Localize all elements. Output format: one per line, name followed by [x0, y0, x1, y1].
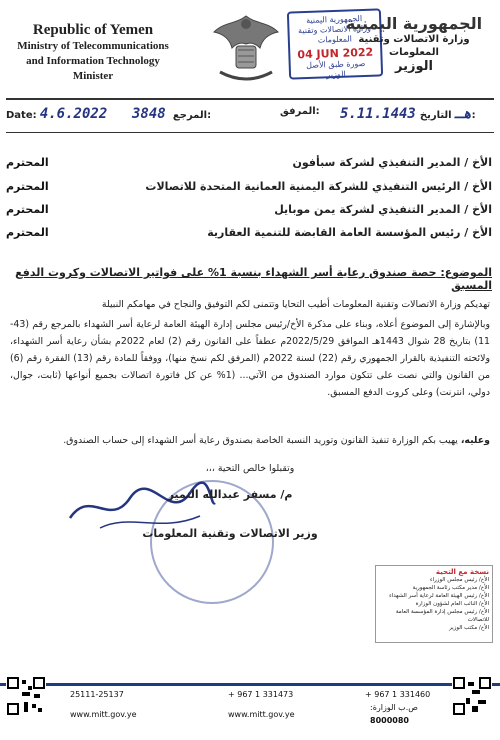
qr-code-icon-right [452, 676, 492, 716]
date-label: Date: [6, 110, 37, 121]
stamp-line-2: وزارة الاتصالات وتقنية المعلومات [297, 23, 372, 45]
body-paragraph-request [10, 432, 490, 449]
recipient-row [6, 156, 492, 169]
office-name-ar: الوزير [395, 59, 433, 74]
website-link[interactable]: www.mitt.gov.ye [70, 710, 137, 719]
reference-label: المرجع: [172, 110, 212, 121]
recipient-salutation: المحترم [6, 180, 49, 193]
country-name-ar: الجمهورية اليمنية [345, 14, 483, 33]
cc-item: الأخ/ مدير مكتب رئاسة الجمهورية [412, 585, 489, 591]
date-field [6, 106, 107, 128]
footer-divider [0, 683, 500, 686]
stamp-line-4: الوزير [326, 69, 346, 80]
recipient-row [6, 180, 492, 193]
stamp-line-3: صورة طبق الأصل [305, 58, 366, 71]
ministry-name-ar: وزارة الاتصالات وتقنية المعلومات [358, 34, 470, 58]
recipient-salutation: المحترم [6, 203, 49, 216]
recipient-row [6, 226, 492, 239]
recipient-salutation: المحترم [6, 156, 49, 169]
carbon-copy-box [375, 565, 493, 643]
po-box-value: 8000080 [370, 716, 409, 725]
date-value: 4.6.2022 [39, 106, 108, 122]
signatory-name: م/ مسفر عبدالله النمير [167, 488, 293, 501]
closing-line: وتقبلوا خالص التحية ،،، [205, 463, 295, 474]
recipient-name: الأخ / المدير التنفيذي لشركة يمن موبايل [274, 203, 492, 216]
yemen-emblem-icon [206, 10, 286, 88]
therefore-label: وعليه، [460, 435, 490, 446]
recipient-name: الأخ / رئيس المؤسسة العامة القابضة للتنمية العقارية [207, 226, 492, 239]
ministry-name-en-2: and Information Technology [26, 55, 160, 67]
body-paragraph-main: وبالإشارة إلى الموضوع أعلاه، وبناء على مذكرة الأخ/رئيس مجلس إدارة الهيئة العامة لرعاية أسر الشهداء بالمرجع رقم (43-11) بتاريخ 28 شوال 1443هـ الموافق 2022/5/29م عطفاً على القانون رقم (2) لعام 2022م بشأن رعاية أسر الشهداء، ولائحته التنفيذية بالقرار الجمهوري رقم (22) لسنة 2022م (المرفق لكم نسخ منها)، ووفقاً للمادة رقم (13) الفقرة رقم (6) من القانون والتي نصت على تتكون موارد الصندوق من الآتي... (1% عن كل فاتورة اتصالات بجميع أنواعها (ثابت، جوال، دولي، انترنت) وعلى كروت الدفع المسبق. [10, 319, 490, 398]
reference-field [132, 106, 211, 128]
stamp-line-1: الجمهورية اليمنية [305, 14, 363, 25]
cc-item: الأخ/ رئيس مجلس الوزراء [430, 577, 489, 583]
header-divider [6, 98, 494, 100]
hijri-date-field [340, 106, 476, 128]
phone-number: + 967 1 331473 [228, 690, 294, 699]
subject-line: الموضوع: حصة صندوق رعاية أسر الشهداء بنسبة 1% على فواتير الاتصالات وكروت الدفع المسبق [15, 266, 492, 292]
recipient-name: الأخ / المدير التنفيذي لشركة سبأفون [292, 156, 492, 169]
cc-item: الأخ/ رئيس مجلس إدارة المؤسسة العامة للاتصالات [395, 609, 489, 623]
country-name-en: Republic of Yemen [32, 22, 154, 38]
cc-item: الأخ/ النائب العام لشؤون الوزارة [415, 601, 489, 607]
signatory-title: وزير الاتصالات وتقنية المعلومات [142, 527, 318, 540]
qr-code-icon [6, 676, 46, 716]
recipient-name: الأخ / الرئيس التنفيذي للشركة اليمنية العمانية المتحدة للاتصالات [145, 180, 492, 193]
arabic-letterhead [334, 14, 494, 74]
body-paragraph-greeting: تهديكم وزارة الاتصالات وتقنية المعلومات أطيب التحايا وتتمنى لكم التوفيق والنجاح في مهامكم النبيلة [101, 299, 490, 310]
fax-number: 25111-25137 [70, 690, 124, 699]
hijri-date-value: 5.11.1443هـ [340, 106, 472, 122]
english-letterhead [8, 22, 178, 84]
cc-item: الأخ/ رئيس الهيئة العامة لرعاية أسر الشهداء [389, 593, 489, 599]
ministry-name-en-1: Ministry of Telecommunications [17, 40, 169, 52]
recipient-salutation: المحترم [6, 226, 49, 239]
hijri-date-label: التاريخ: [419, 110, 476, 121]
reference-value: 3848 [132, 106, 166, 122]
po-box-label: ص.ب الوزارة: [370, 703, 418, 712]
attachment-field [280, 106, 320, 128]
office-name-en: Minister [72, 70, 114, 82]
recipient-row [6, 203, 492, 216]
phone-number-right: + 967 1 331460 [365, 690, 431, 699]
stamp-date: 04 JUN 2022 [297, 45, 374, 62]
cc-title: نسخة مع التحية [435, 568, 489, 576]
meta-divider [6, 132, 494, 133]
website-link-mid[interactable]: www.mitt.gov.ye [228, 710, 295, 719]
request-text: يهيب بكم الوزارة تنفيذ القانون وتوريد النسبة الخاصة بصندوق رعاية أسر الشهداء إلى حساب الصندوق. [63, 435, 458, 446]
cc-item: الأخ/ مكتب الوزير [449, 625, 489, 631]
attachment-label: المرفق: [280, 106, 320, 117]
